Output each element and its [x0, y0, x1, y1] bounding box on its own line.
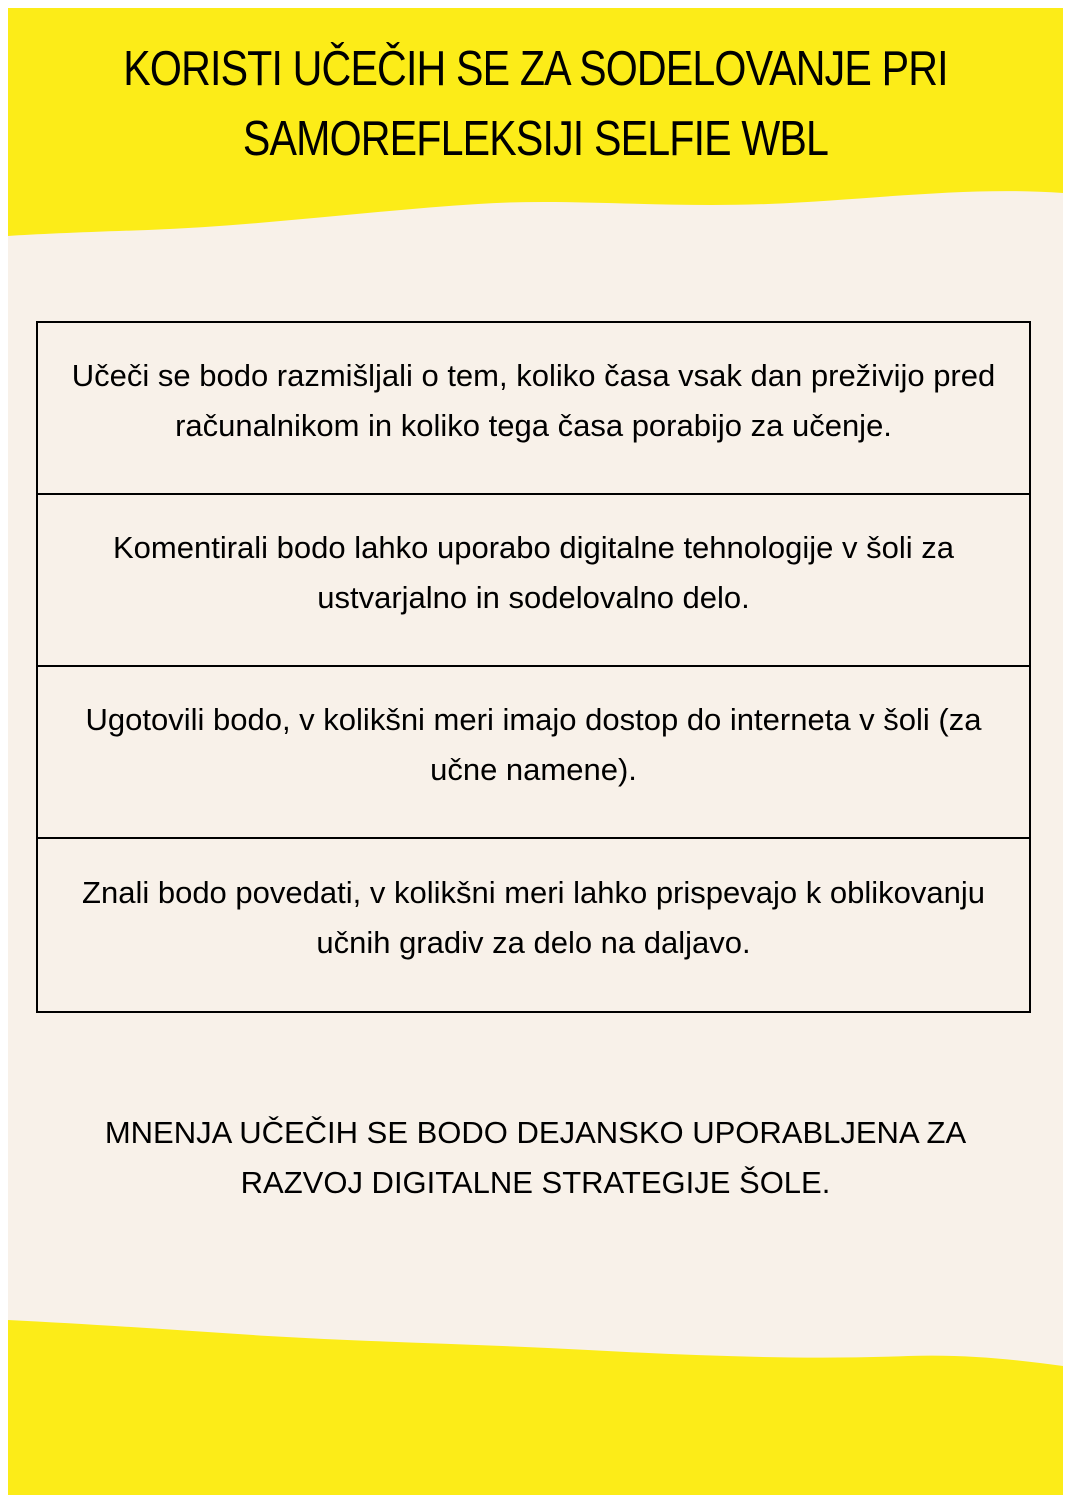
statement-row [38, 667, 1029, 839]
bottom-wave-shape [8, 1320, 1063, 1495]
footer-statement: MNENJA UČEČIH SE BODO DEJANSKO UPORABLJENA ZA RAZVOJ DIGITALNE STRATEGIJE ŠOLE. [104, 1115, 967, 1200]
poster-page [8, 8, 1063, 1495]
page-title: KORISTI UČEČIH SE ZA SODELOVANJE PRI SAMOREFLEKSIJI SELFIE WBL [123, 42, 948, 166]
statement-text: Komentirali bodo lahko uporabo digitalne tehnologije v šoli za ustvarjalno in sodelovalno delo. [113, 530, 954, 615]
statement-row [38, 495, 1029, 667]
statement-row [38, 323, 1029, 495]
statement-text: Ugotovili bodo, v kolikšni meri imajo dostop do interneta v šoli (za učne namene). [85, 702, 982, 787]
bottom-yellow-wave [8, 1320, 1063, 1495]
statements-table [36, 321, 1031, 1013]
statement-text: Znali bodo povedati, v kolikšni meri lahko prispevajo k oblikovanju učnih gradiv za delo na daljavo. [82, 875, 985, 960]
statement-row [38, 839, 1029, 1011]
statement-text: Učeči se bodo razmišljali o tem, koliko časa vsak dan preživijo pred računalnikom in koliko tega časa porabijo za učenje. [71, 358, 996, 443]
